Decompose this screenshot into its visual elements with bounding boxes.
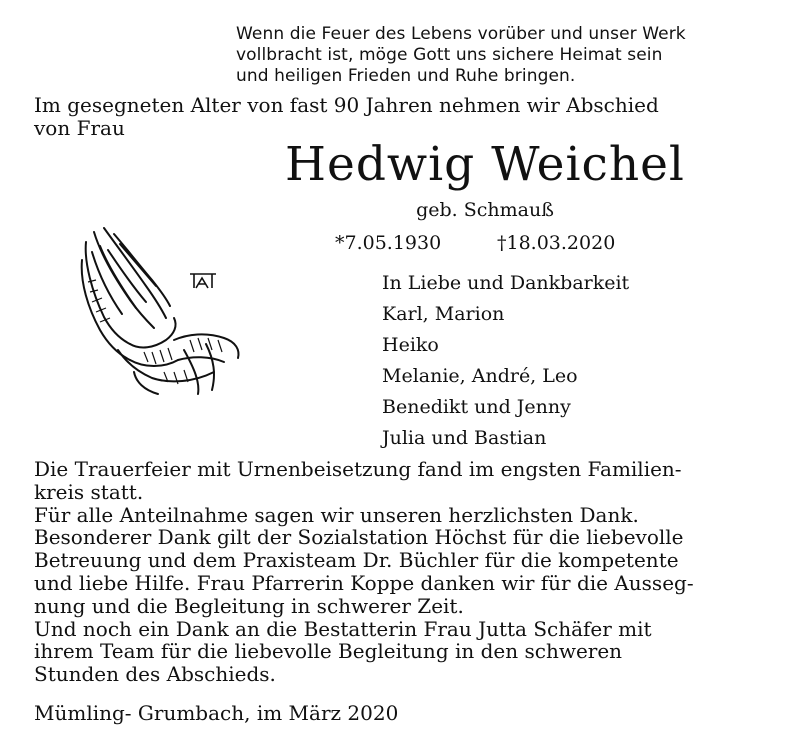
mourners-list: [382, 268, 772, 454]
birth-date: *7.05.1930: [335, 232, 442, 254]
mourner-line: Benedikt und Jenny: [382, 396, 571, 418]
intro-line: von Frau: [34, 116, 125, 140]
poem-line: vollbracht ist, möge Gott uns sichere Heimat sein: [236, 45, 663, 65]
poem-verse: [236, 24, 776, 87]
mourner-line: Julia und Bastian: [382, 427, 547, 449]
poem-line: und heiligen Frieden und Ruhe bringen.: [236, 66, 576, 86]
mourner-line: Karl, Marion: [382, 303, 505, 325]
mourner-line: Melanie, André, Leo: [382, 365, 578, 387]
mourner-line: In Liebe und Dankbarkeit: [382, 272, 630, 294]
monogram-icon: [190, 274, 216, 288]
intro-text: [34, 94, 774, 140]
thanks-line: Für alle Anteilnahme sagen wir unseren herzlichsten Dank.: [34, 502, 639, 527]
thanks-line: Besonderer Dank gilt der Sozialstation Höchst für die liebevolle: [34, 525, 684, 550]
thanks-line: ihrem Team für die liebevolle Begleitung in den schweren: [34, 639, 623, 664]
mourner-line: Heiko: [382, 334, 439, 356]
place-date: Mümling- Grumbach, im März 2020: [34, 701, 399, 725]
thanks-line: und liebe Hilfe. Frau Pfarrerin Koppe danken wir für die Ausseg-: [34, 570, 694, 595]
deceased-name: Hedwig Weichel: [285, 137, 685, 192]
thanks-line: Betreuung und dem Praxisteam Dr. Büchler für die kompetente: [34, 548, 679, 573]
thanks-text: [34, 458, 774, 686]
thanks-line: Und noch ein Dank an die Bestatterin Frau Jutta Schäfer mit: [34, 616, 652, 641]
death-date: †18.03.2020: [497, 232, 616, 254]
thanks-line: Stunden des Abschieds.: [34, 662, 276, 687]
thanks-line: kreis statt.: [34, 479, 144, 504]
thanks-line: nung und die Begleitung in schwerer Zeit.: [34, 593, 464, 618]
poem-line: Wenn die Feuer des Lebens vorüber und unser Werk: [236, 24, 686, 44]
praying-hands-icon: [74, 222, 244, 398]
birth-name: geb. Schmauß: [416, 199, 554, 221]
thanks-line: Die Trauerfeier mit Urnenbeisetzung fand im engsten Familien-: [34, 457, 682, 481]
intro-line: Im gesegneten Alter von fast 90 Jahren nehmen wir Abschied: [34, 93, 659, 117]
